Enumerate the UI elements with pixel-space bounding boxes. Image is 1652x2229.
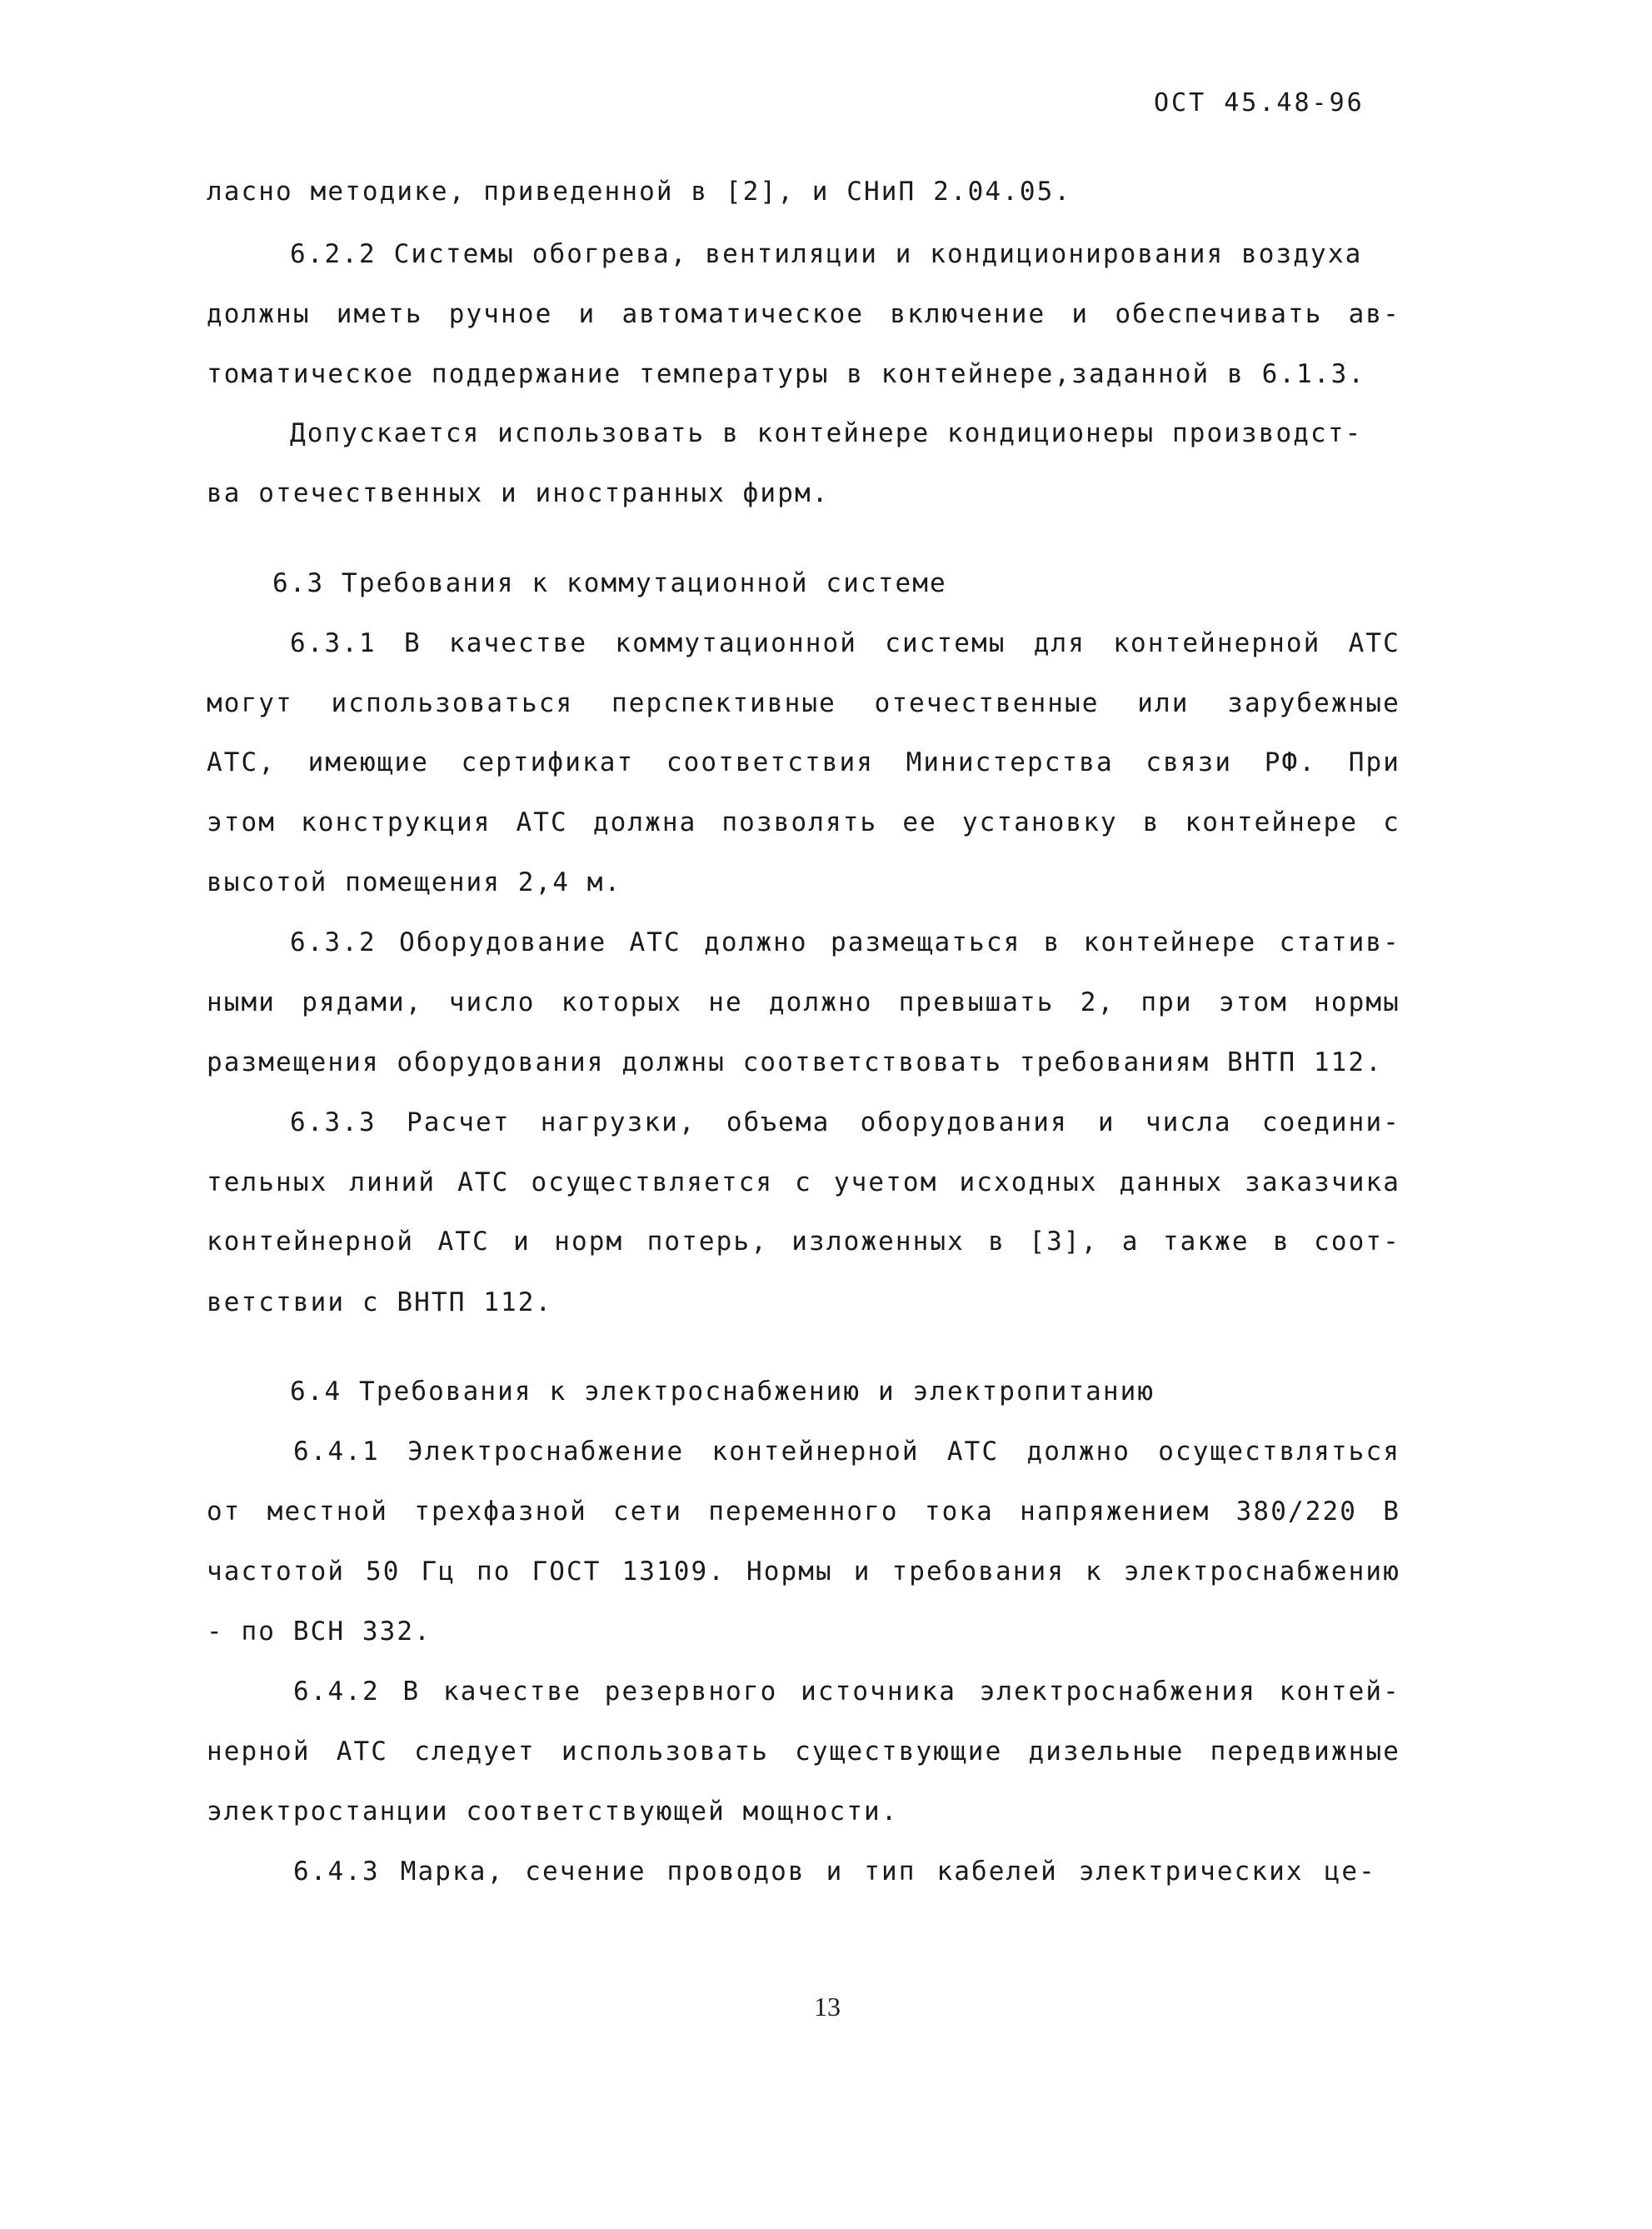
text-line-justified [207,1735,1400,1768]
word: и [826,1857,844,1887]
text-line: 6.2.2 Системы обогрева, вентиляции и кондиционирования воздуха [290,239,1363,269]
word: от [207,1497,242,1527]
word: с [1383,807,1400,837]
word: обеспечивать [1115,299,1323,329]
word: требования [891,1557,1066,1587]
word: и [1097,1107,1115,1137]
word: [3], [1029,1227,1099,1257]
word: соответствия [666,747,875,777]
word: которых [561,987,683,1017]
word: объема [726,1107,831,1137]
word: статив- [1279,927,1400,957]
word: соедини- [1261,1107,1400,1137]
text-line: ласно методике, приведенной в [2], и СНиП 2.04.05. [207,177,1072,207]
word: электроснабжения [979,1677,1256,1707]
word: и [1071,299,1090,329]
word: це- [1324,1857,1376,1887]
word: В [402,1677,421,1707]
text-line-justified [207,1555,1400,1588]
word: имеющие [307,747,430,777]
text-line: ва отечественных и иностранных фирм. [207,478,830,508]
word: В [1383,1497,1400,1527]
word: зарубежные [1227,688,1400,718]
word: должны [207,299,311,329]
word: использоваться [331,688,574,718]
word: размещаться [830,927,1021,957]
word: следует [414,1737,536,1767]
word: учетом [833,1167,938,1197]
word: контейнере [1185,807,1359,837]
word: нагрузки, [540,1107,696,1137]
word: позволять [721,807,878,837]
word: АТС [1348,628,1400,658]
word: нормы [1314,987,1400,1017]
word: установку [961,807,1118,837]
word: Гц [421,1557,457,1587]
word: 6.3.1 [290,628,377,658]
word: 2, [1080,987,1115,1017]
word: качестве [449,628,588,658]
section-heading: 6.3 Требования к коммутационной системе [272,568,947,598]
word: местной [267,1497,389,1527]
word: ГОСТ [532,1557,601,1587]
word: должно [1026,1437,1131,1467]
word: изложенных [791,1227,965,1257]
word: а [1121,1227,1140,1257]
text-line-justified [207,746,1400,779]
word: нерной [207,1737,311,1767]
word: или [1137,688,1190,718]
text-line-justified [207,1225,1400,1258]
word: 50 [366,1557,401,1587]
text-line: Допускается использовать в контейнере кондиционеры производст- [290,418,1363,448]
word: существующие [795,1737,1003,1767]
word: напряжением [1020,1497,1210,1527]
word: ее [902,807,937,837]
word: отечественные [874,688,1100,718]
text-line: - по ВСН 332. [207,1617,432,1647]
word: АТС [946,1437,1000,1467]
word: передвижные [1210,1737,1400,1767]
word: могут [207,688,293,718]
text-line: высотой помещения 2,4 м. [207,867,622,897]
text-line-justified [207,297,1400,331]
word: Министерства [906,747,1114,777]
word: системы [885,628,1006,658]
text-line-justified [293,1855,1376,1888]
word: включение [890,299,1046,329]
word: сети [613,1497,683,1527]
word: тип [864,1857,916,1887]
word: при [1140,987,1193,1017]
word: ными [207,987,277,1017]
text-line: ветствии с ВНТП 112. [207,1287,553,1317]
word: также [1162,1227,1250,1257]
word: линий [349,1167,437,1197]
page-number: 13 [814,1992,841,2022]
word: 380/220 [1235,1497,1358,1527]
word: в [988,1227,1006,1257]
word: тельных [207,1167,328,1197]
word: Оборудование [399,927,607,957]
text-line: размещения оборудования должны соответствовать требованиям ВНТП 112. [207,1047,1383,1077]
text-line-justified [290,627,1400,660]
word: источника [801,1677,956,1707]
word: проводов [666,1857,806,1887]
text-line-justified [207,986,1400,1019]
word: этом [1218,987,1288,1017]
word: норм [554,1227,624,1257]
text-line-justified [293,1435,1400,1468]
word: 6.4.2 [293,1677,380,1707]
word: резервного [604,1677,778,1707]
word: заказчика [1245,1167,1400,1197]
word: превышать [898,987,1055,1017]
word: контейнерной [1113,628,1321,658]
word: рядами, [302,987,423,1017]
word: РФ. [1264,747,1317,777]
word: ав- [1348,299,1400,329]
word: 6.3.2 [290,927,377,957]
word: кабелей [936,1857,1058,1887]
word: конструкция [301,807,492,837]
word: дизельные [1028,1737,1185,1767]
word: сертификат [461,747,635,777]
word: оборудования [860,1107,1068,1137]
word: в [1043,927,1061,957]
word: электроснабжению [1123,1557,1400,1587]
word: должно [768,987,873,1017]
word: по [476,1557,512,1587]
word: АТС [336,1737,389,1767]
text-line-justified [290,926,1400,959]
word: число [448,987,536,1017]
text-line-justified [207,687,1400,720]
word: и [853,1557,871,1587]
word: сечение [525,1857,646,1887]
word: осуществляется [531,1167,774,1197]
word: иметь [336,299,423,329]
word: АТС [457,1167,510,1197]
word: контей- [1279,1677,1400,1707]
word: не [708,987,743,1017]
word: перспективные [611,688,836,718]
word: В [404,628,422,658]
word: переменного [708,1497,899,1527]
text-line-justified [207,1166,1400,1199]
word: электрических [1078,1857,1304,1887]
word: в [1273,1227,1290,1257]
word: контейнерной [711,1437,920,1467]
word: осуществляться [1158,1437,1400,1467]
text-line: электростанции соответствующей мощности. [207,1797,899,1827]
word: потерь, [646,1227,768,1257]
word: частотой [207,1557,346,1587]
word: использовать [561,1737,769,1767]
word: должна [592,807,697,837]
word: связи [1145,747,1233,777]
word: 6.4.3 [293,1857,380,1887]
word: 6.3.3 [290,1107,377,1137]
word: Электроснабжение [407,1437,685,1467]
word: АТС [516,807,568,837]
word: этом [207,807,277,837]
word: в [1142,807,1160,837]
word: данных [1119,1167,1224,1197]
word: контейнерной [207,1227,415,1257]
document-code: ОСТ 45.48-96 [1154,88,1365,117]
word: Расчет [407,1107,511,1137]
word: должно [704,927,808,957]
text-line-justified [293,1675,1400,1708]
text-line-justified [290,1106,1400,1139]
word: исходных [959,1167,1098,1197]
word: При [1348,747,1400,777]
word: ручное [448,299,553,329]
word: Марка, [400,1857,505,1887]
word: для [1033,628,1086,658]
word: 13109. [621,1557,726,1587]
word: АТС [629,927,681,957]
word: коммутационной [615,628,858,658]
word: числа [1145,1107,1232,1137]
word: трехфазной [414,1497,587,1527]
word: Нормы [746,1557,833,1587]
text-line-justified [207,1495,1400,1528]
word: автоматическое [621,299,865,329]
word: соот- [1314,1227,1400,1257]
section-heading: 6.4 Требования к электроснабжению и электропитанию [290,1377,1155,1407]
word: АТС [437,1227,490,1257]
text-line-justified [207,806,1400,839]
word: и [513,1227,531,1257]
word: с [795,1167,812,1197]
word: контейнере [1083,927,1257,957]
word: к [1086,1557,1103,1587]
word: 6.4.1 [293,1437,380,1467]
word: АТС, [207,747,277,777]
word: и [578,299,596,329]
word: тока [924,1497,994,1527]
word: качестве [442,1677,582,1707]
text-line: томатическое поддержание температуры в контейнере,заданной в 6.1.3. [207,359,1366,389]
